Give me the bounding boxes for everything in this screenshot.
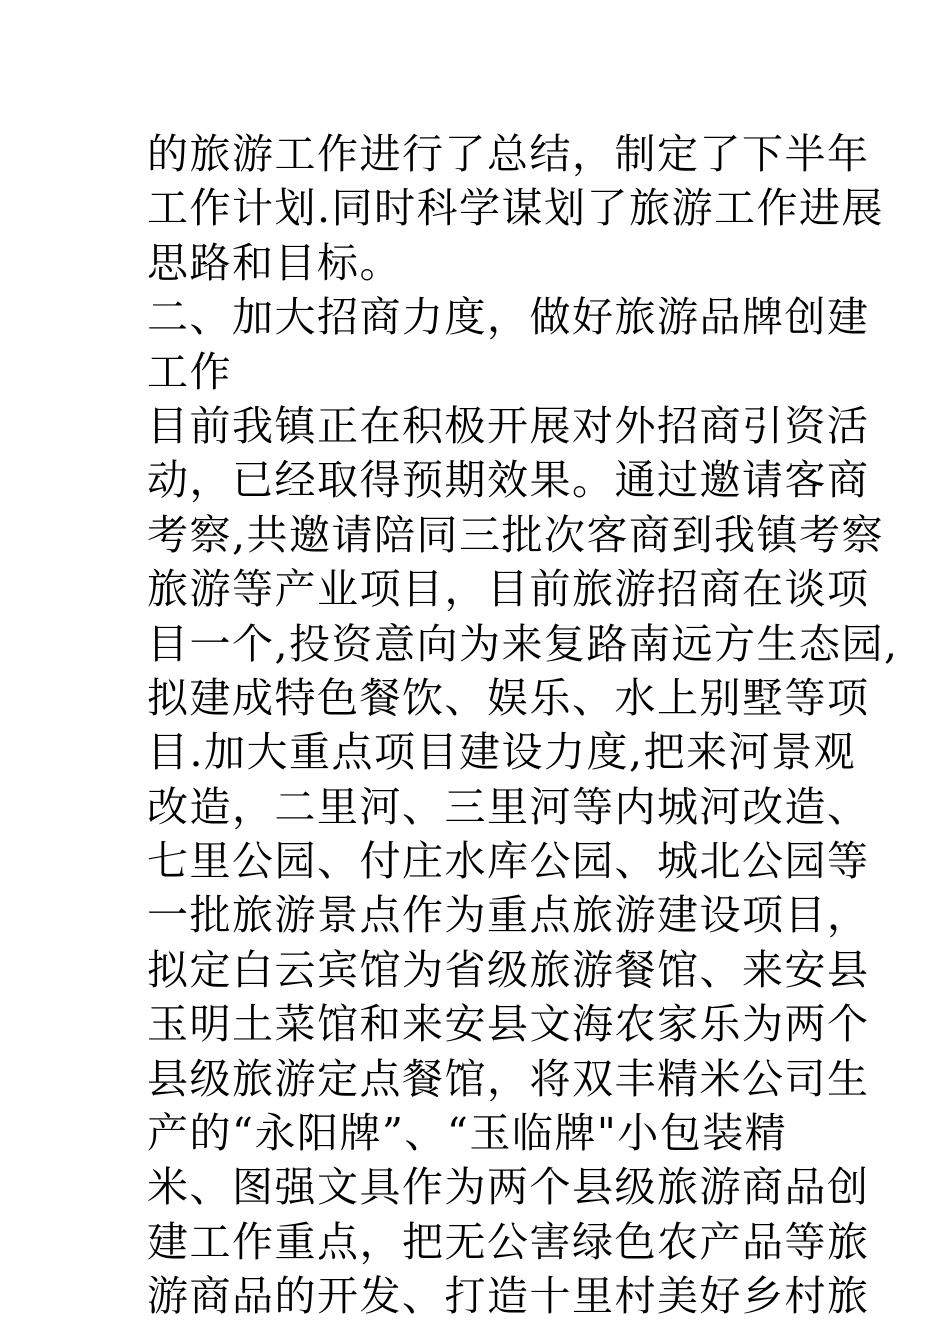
text-line: 产的“永阳牌”、“玉临牌"小包装精 bbox=[147, 1109, 788, 1158]
text-line: 考察,共邀请陪同三批次客商到我镇考察 bbox=[147, 510, 885, 559]
text-line: 目一个,投资意向为来复路南远方生态园, bbox=[147, 619, 899, 668]
text-line: 拟定白云宾馆为省级旅游餐馆、来安县 bbox=[147, 945, 870, 994]
text-line: 思路和目标。 bbox=[147, 238, 402, 287]
text-line: 动，已经取得预期效果。通过邀请客商 bbox=[147, 456, 870, 505]
text-line: 改造，二里河、三里河等内城河改造、 bbox=[147, 782, 870, 831]
text-line: 工作计划.同时科学谋划了旅游工作进展 bbox=[147, 184, 885, 233]
text-line: 目.加大重点项目建设力度,把来河景观 bbox=[147, 728, 857, 777]
section-heading-line: 二、加大招商力度，做好旅游品牌创建 bbox=[147, 293, 870, 342]
text-line: 米、图强文具作为两个县级旅游商品创 bbox=[147, 1163, 870, 1212]
body-text bbox=[147, 127, 899, 1324]
text-line: 的旅游工作进行了总结，制定了下半年 bbox=[147, 130, 870, 178]
text-line: 目前我镇正在积极开展对外招商引资活 bbox=[147, 401, 870, 450]
text-line: 建工作重点，把无公害绿色农产品等旅 bbox=[147, 1217, 870, 1266]
text-line: 七里公园、付庄水库公园、城北公园等 bbox=[147, 837, 870, 886]
text-line: 玉明土菜馆和来安县文海农家乐为两个 bbox=[147, 1000, 870, 1049]
text-line: 县级旅游定点餐馆，将双丰精米公司生 bbox=[147, 1054, 870, 1103]
section-heading-line: 工作 bbox=[147, 347, 232, 396]
text-line: 一批旅游景点作为重点旅游建设项目， bbox=[147, 891, 870, 940]
text-line: 拟建成特色餐饮、娱乐、水上别墅等项 bbox=[147, 673, 870, 722]
text-line: 游商品的开发、打造十里村美好乡村旅 bbox=[147, 1272, 870, 1321]
text-line: 旅游等产业项目，目前旅游招商在谈项 bbox=[147, 565, 870, 614]
